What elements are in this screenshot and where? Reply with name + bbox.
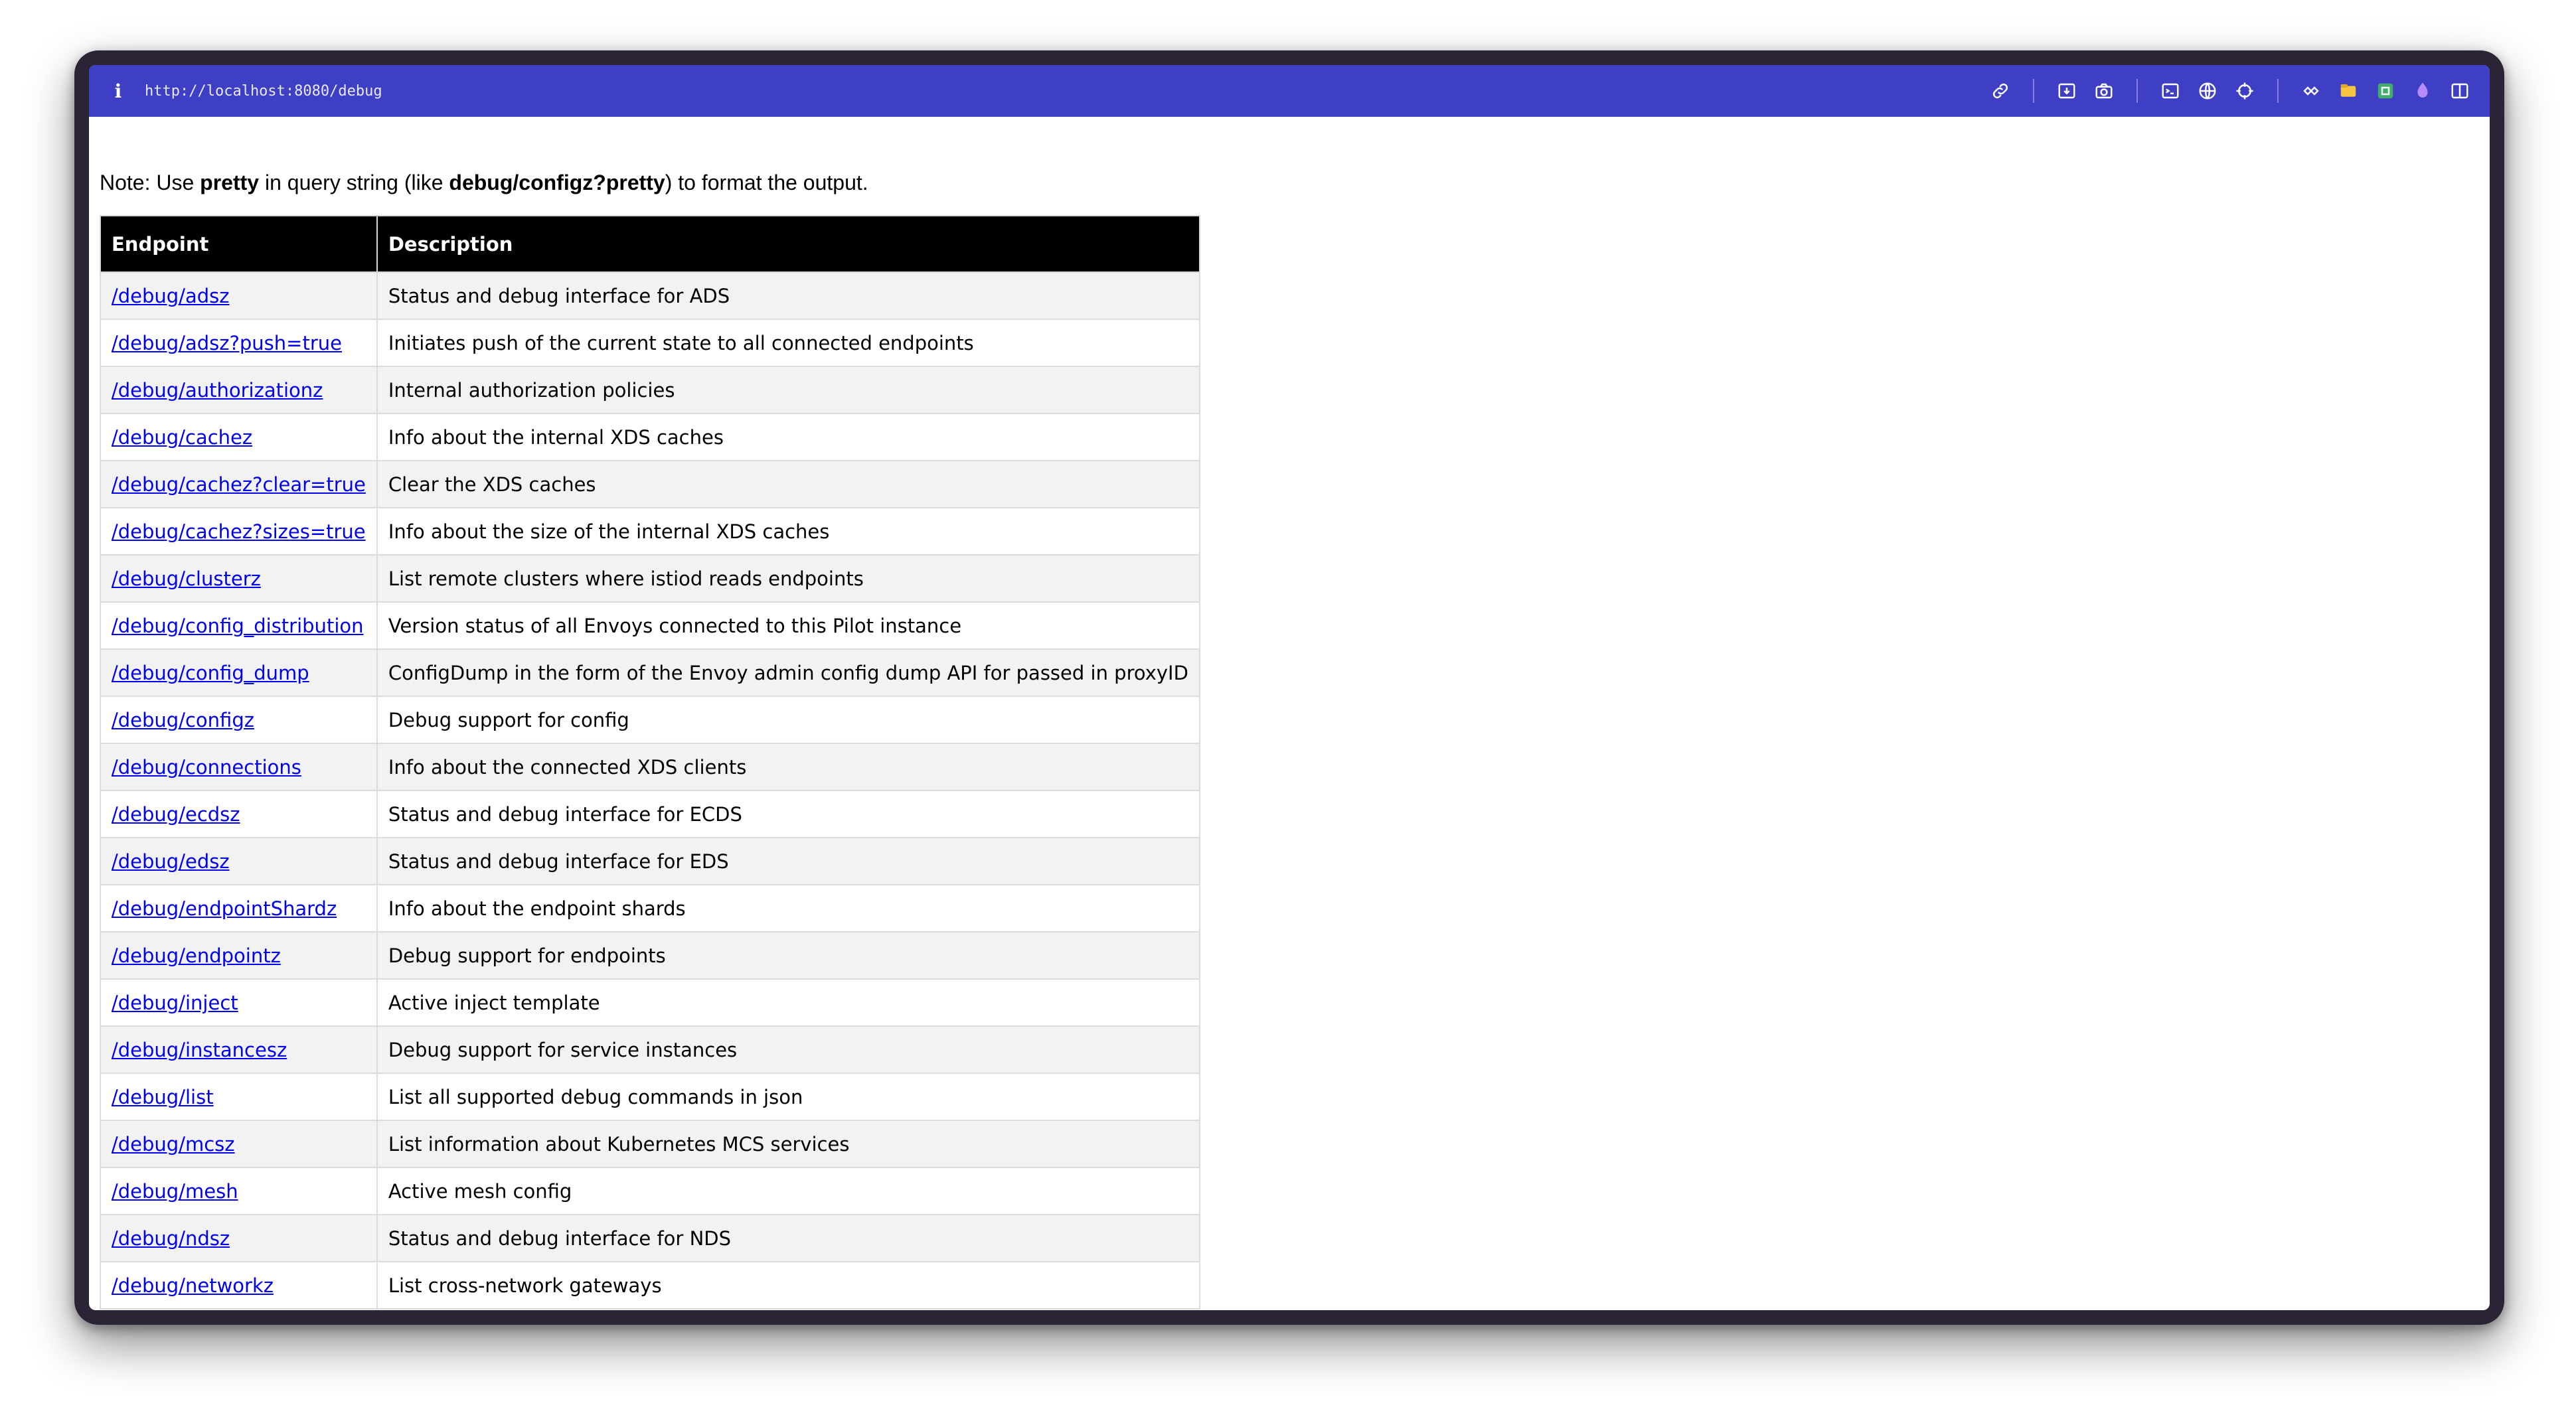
flame-icon[interactable] [2409,77,2437,105]
endpoint-cell [100,319,377,366]
endpoint-link[interactable]: /debug/authorizationz [112,378,323,402]
description-cell: Status and debug interface for ECDS [377,790,1200,838]
browser-window [74,50,2504,1325]
note-prefix: Note: Use [100,171,201,194]
description-cell: ConfigDump in the form of the Envoy admin config dump API for passed in proxyID [377,649,1200,696]
endpoint-link[interactable]: /debug/edsz [112,850,230,873]
page-content [89,117,2490,1310]
endpoint-cell [100,1073,377,1120]
endpoint-cell [100,838,377,885]
table-row [100,790,1200,838]
usage-note [100,170,2490,195]
endpoint-link[interactable]: /debug/config_dump [112,661,309,684]
description-cell: List information about Kubernetes MCS services [377,1120,1200,1167]
endpoint-link[interactable]: /debug/instancesz [112,1038,287,1061]
endpoint-link[interactable]: /debug/list [112,1085,214,1108]
endpoint-link[interactable]: /debug/clusterz [112,567,261,590]
endpoint-link[interactable]: /debug/inject [112,991,238,1014]
globe-icon[interactable] [2194,77,2221,105]
endpoint-cell [100,272,377,319]
endpoint-cell [100,1215,377,1262]
description-cell: Active mesh config [377,1167,1200,1215]
address-bar[interactable]: http://localhost:8080/debug [145,82,382,100]
endpoint-cell [100,1026,377,1073]
endpoint-link[interactable]: /debug/config_distribution [112,614,364,637]
info-icon[interactable]: i [114,80,122,102]
toolbar-icons [1977,77,2474,105]
table-row [100,1167,1200,1215]
endpoint-link[interactable]: /debug/mcsz [112,1132,235,1156]
endpoint-link[interactable]: /debug/networkz [112,1274,274,1297]
note-middle: in query string (like [259,171,449,194]
note-bold-example: debug/configz?pretty [449,171,665,194]
table-row [100,1262,1200,1309]
toolbar-divider [2277,79,2279,103]
endpoint-cell [100,979,377,1026]
endpoint-link[interactable]: /debug/endpointz [112,944,281,967]
toolbar-divider [2136,79,2138,103]
description-cell: List remote clusters where istiod reads endpoints [377,555,1200,602]
link-icon[interactable] [1986,77,2014,105]
note-bold-pretty: pretty [200,171,260,194]
camera-icon[interactable] [2090,77,2118,105]
endpoint-link[interactable]: /debug/ecdsz [112,802,240,826]
table-header-row [100,216,1200,272]
table-row [100,838,1200,885]
description-cell: Info about the size of the internal XDS caches [377,508,1200,555]
description-cell: Info about the internal XDS caches [377,413,1200,461]
endpoint-link[interactable]: /debug/cachez [112,425,253,449]
debug-endpoints-table [100,215,1200,1310]
note-suffix: ) to format the output. [665,171,868,194]
endpoint-cell [100,1120,377,1167]
endpoint-cell [100,649,377,696]
table-row [100,319,1200,366]
extensions-icon[interactable] [2297,77,2325,105]
description-cell: Initiates push of the current state to all connected endpoints [377,319,1200,366]
table-body [100,272,1200,1309]
table-row [100,1026,1200,1073]
download-icon[interactable] [2053,77,2081,105]
description-cell: Debug support for config [377,696,1200,743]
terminal-icon[interactable] [2156,77,2184,105]
endpoint-cell [100,413,377,461]
endpoint-cell [100,461,377,508]
endpoint-cell [100,366,377,413]
endpoint-cell [100,932,377,979]
description-cell: Clear the XDS caches [377,461,1200,508]
table-row [100,696,1200,743]
description-cell: Debug support for service instances [377,1026,1200,1073]
table-row [100,555,1200,602]
endpoint-link[interactable]: /debug/adsz [112,284,230,307]
browser-viewport [89,65,2490,1310]
table-row [100,1073,1200,1120]
description-cell: Info about the endpoint shards [377,885,1200,932]
endpoint-link[interactable]: /debug/endpointShardz [112,897,337,920]
description-cell: Version status of all Envoys connected to this Pilot instance [377,602,1200,649]
table-row [100,272,1200,319]
table-row [100,508,1200,555]
description-cell: Info about the connected XDS clients [377,743,1200,790]
endpoint-cell [100,885,377,932]
table-row [100,366,1200,413]
sidebar-icon[interactable] [2446,77,2474,105]
endpoint-cell [100,790,377,838]
browser-toolbar [89,65,2490,117]
endpoint-cell [100,1262,377,1309]
endpoint-cell [100,508,377,555]
table-row [100,461,1200,508]
endpoint-link[interactable]: /debug/connections [112,755,301,779]
description-cell: Status and debug interface for ADS [377,272,1200,319]
table-row [100,932,1200,979]
table-row [100,1120,1200,1167]
endpoint-cell [100,602,377,649]
table-row [100,1215,1200,1262]
table-row [100,743,1200,790]
endpoint-cell [100,743,377,790]
endpoint-cell [100,1167,377,1215]
description-cell: Active inject template [377,979,1200,1026]
description-cell: Debug support for endpoints [377,932,1200,979]
endpoint-link[interactable]: /debug/cachez?clear=true [112,473,366,496]
toolbar-divider [2033,79,2034,103]
description-cell: List all supported debug commands in json [377,1073,1200,1120]
folder-icon[interactable] [2334,77,2362,105]
table-row [100,649,1200,696]
table-row [100,602,1200,649]
header-description: Description [377,216,1200,272]
header-endpoint: Endpoint [100,216,377,272]
table-row [100,885,1200,932]
crosshair-icon[interactable] [2231,77,2259,105]
description-cell: List cross-network gateways [377,1262,1200,1309]
endpoint-link[interactable]: /debug/configz [112,708,254,731]
description-cell: Internal authorization policies [377,366,1200,413]
endpoint-link[interactable]: /debug/cachez?sizes=true [112,520,366,543]
endpoint-link[interactable]: /debug/mesh [112,1179,238,1203]
puzzle-icon[interactable] [2372,77,2399,105]
table-row [100,979,1200,1026]
endpoint-cell [100,696,377,743]
description-cell: Status and debug interface for EDS [377,838,1200,885]
table-row [100,413,1200,461]
endpoint-link[interactable]: /debug/adsz?push=true [112,331,342,354]
endpoint-cell [100,555,377,602]
description-cell: Status and debug interface for NDS [377,1215,1200,1262]
endpoint-link[interactable]: /debug/ndsz [112,1227,230,1250]
